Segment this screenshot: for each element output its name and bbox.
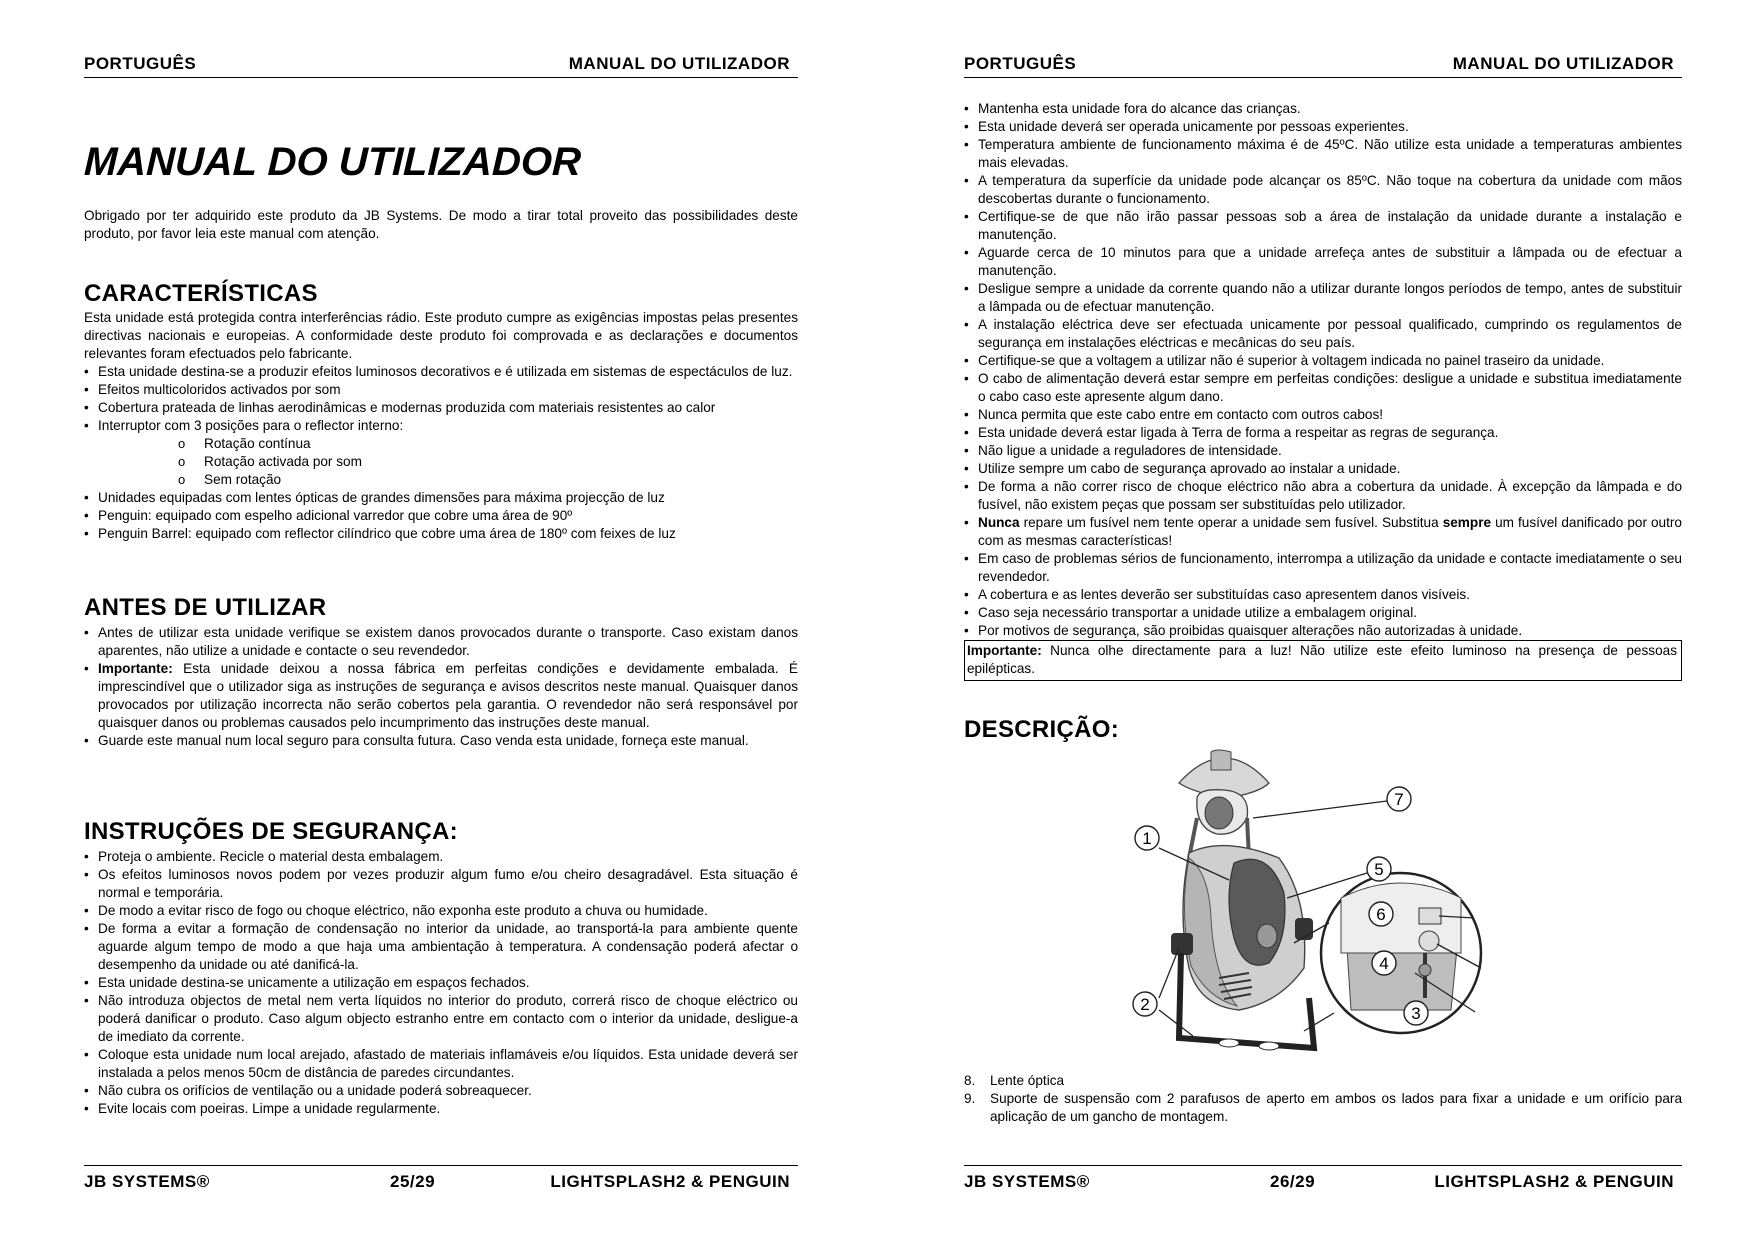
header-language: PORTUGUÊS xyxy=(964,54,1077,73)
list-item: • Não cubra os orifícios de ventilação ou a unidade poderá sobreaquecer. xyxy=(84,1082,798,1100)
list-item xyxy=(84,660,798,732)
list-item: • O cabo de alimentação deverá estar sempre em perfeitas condições: desligue a unidade e substitua imediatamente o cabo caso este apresente algum dano. xyxy=(964,370,1682,406)
list-item: • Os efeitos luminosos novos podem por vezes produzir algum fumo e/ou cheiro desagradável. Esta situação é normal e temporária. xyxy=(84,866,798,902)
list-item: • Em caso de problemas sérios de funcionamento, interrompa a utilização da unidade e contacte imediatamente o seu revendedor. xyxy=(964,550,1682,586)
callout-6 xyxy=(1369,902,1393,926)
rotation-switch xyxy=(1419,908,1441,924)
description-list xyxy=(964,1072,1682,1126)
list-item: • De forma a evitar a formação de condensação no interior da unidade, ao transportá-la para ambiente quente aguarde algum tempo de modo a que haja uma ambientação à temperatura. A condensação poderá afectar o desempenho da unidade ou até danificá-la. xyxy=(84,920,798,974)
footer-model: LIGHTSPLASH2 & PENGUIN xyxy=(1434,1172,1674,1191)
list-item: • Certifique-se de que não irão passar pessoas sob a área de instalação da unidade durante a instalação e manutenção. xyxy=(964,208,1682,244)
list-item: • Não introduza objectos de metal nem verta líquidos no interior do produto, correrá risco de choque eléctrico ou poderá danificar o produto. Caso algum objecto estranho entre em contacto com o interior da unidade, desligue-a de imediato da corrente. xyxy=(84,992,798,1046)
features-section xyxy=(84,309,798,543)
list-item: • Aguarde cerca de 10 minutos para que a unidade arrefeça antes de substituir a lâmpada ou de efectuar a manutenção. xyxy=(964,244,1682,280)
list-item: • Esta unidade deverá ser operada unicamente por pessoas experientes. xyxy=(964,118,1682,136)
list-item: • Antes de utilizar esta unidade verifique se existem danos provocados durante o transporte. Caso existam danos aparentes, não utilize a unidade e contacte o seu revendedor. xyxy=(84,624,798,660)
features-list xyxy=(84,363,798,543)
important-label: Importante: xyxy=(967,643,1042,658)
callout-label: 5 xyxy=(1374,860,1384,879)
list-item: • Por motivos de segurança, são proibidas quaisquer alterações não autorizadas à unidade. xyxy=(964,622,1682,640)
callout-4 xyxy=(1372,951,1396,975)
safety-heading: INSTRUÇÕES DE SEGURANÇA: xyxy=(84,818,458,845)
item-number: 9. xyxy=(964,1091,976,1106)
list-item: • Evite locais com poeiras. Limpe a unidade regularmente. xyxy=(84,1100,798,1118)
list-item: • Guarde este manual num local seguro para consulta futura. Caso venda esta unidade, forneça este manual. xyxy=(84,732,798,750)
page-footer xyxy=(964,1165,1682,1192)
sub-list-item: o Rotação contínua xyxy=(178,435,798,453)
list-item: • Caso seja necessário transportar a unidade utilize a embalagem original. xyxy=(964,604,1682,622)
list-item xyxy=(964,1072,1682,1090)
footer-page-number: 25/29 xyxy=(390,1172,436,1191)
header-language: PORTUGUÊS xyxy=(84,54,197,73)
before-use-section xyxy=(84,624,798,750)
bold-text: sempre xyxy=(1442,515,1492,530)
fuse-holder xyxy=(1419,931,1439,951)
safety-continued-section xyxy=(964,100,1682,681)
callout-3 xyxy=(1404,1001,1428,1025)
callout-label: 7 xyxy=(1394,790,1404,809)
list-item: • Cobertura prateada de linhas aerodinâmicas e modernas produzida com materiais resistentes ao calor xyxy=(84,399,798,417)
sub-list-item: o Sem rotação xyxy=(178,471,798,489)
list-item: • Unidades equipadas com lentes ópticas de grandes dimensões para máxima projecção de luz xyxy=(84,489,798,507)
header-title: MANUAL DO UTILIZADOR xyxy=(568,54,790,73)
item-number: 8. xyxy=(964,1073,976,1088)
callout-label: 6 xyxy=(1376,905,1386,924)
list-item: • Esta unidade destina-se unicamente a utilização em espaços fechados. xyxy=(84,974,798,992)
item-text: Suporte de suspensão com 2 parafusos de aperto em ambos os lados para fixar a unidade e um orifício para aplicação de um gancho de montagem. xyxy=(990,1091,1682,1124)
list-item: • Certifique-se que a voltagem a utilizar não é superior à voltagem indicada no painel traseiro da unidade. xyxy=(964,352,1682,370)
callout-label: 1 xyxy=(1142,829,1152,848)
page-footer xyxy=(84,1165,798,1192)
side-knob xyxy=(1171,933,1193,955)
product-diagram xyxy=(1119,748,1489,1073)
important-text: Esta unidade deixou a nossa fábrica em perfeitas condições e devidamente embalada. É imprescindível que o utilizador siga as instruções de segurança e avisos descritos neste manual. Quaisquer danos provocados por utilização incorrecta não serão cobertos pela garantia. O revendedor não será responsável por quaisquer danos ou problemas causados pelo incumprimento das instruções deste manual. xyxy=(98,661,798,730)
list-item xyxy=(964,514,1682,550)
list-item: • Penguin Barrel: equipado com reflector cilíndrico que cobre uma área de 180º com feixes de luz xyxy=(84,525,798,543)
sub-list-item: o Rotação activada por som xyxy=(178,453,798,471)
list-item-text: Interruptor com 3 posições para o reflector interno: xyxy=(98,418,404,433)
before-use-heading: ANTES DE UTILIZAR xyxy=(84,594,327,621)
features-paragraph: Esta unidade está protegida contra interferências rádio. Este produto cumpre as exigências impostas pelas presentes directivas nacionais e europeias. A conformidade deste produto foi comprovada e as declarações e documentos relevantes foram efectuados pelo fabricante. xyxy=(84,310,798,361)
callout-1 xyxy=(1135,826,1159,850)
callout-label: 2 xyxy=(1140,995,1150,1014)
footer-model: LIGHTSPLASH2 & PENGUIN xyxy=(550,1172,790,1191)
list-item: • Mantenha esta unidade fora do alcance das crianças. xyxy=(964,100,1682,118)
rotation-options-list xyxy=(98,435,798,489)
right-page xyxy=(964,0,1682,1240)
callout-2 xyxy=(1133,992,1157,1016)
intro-paragraph: Obrigado por ter adquirido este produto da JB Systems. De modo a tirar total proveito das possibilidades deste produto, por favor leia este manual com atenção. xyxy=(84,208,798,241)
manual-title: MANUAL DO UTILIZADOR xyxy=(83,140,582,184)
list-item: • De modo a evitar risco de fogo ou choque eléctrico, não exponha este produto a chuva ou humidade. xyxy=(84,902,798,920)
bold-text: Nunca xyxy=(978,515,1020,530)
footer-brand: JB SYSTEMS® xyxy=(964,1172,1090,1191)
item-text: Lente óptica xyxy=(990,1073,1065,1088)
list-item: • Coloque esta unidade num local arejado, afastado de materiais inflamáveis e/ou líquidos. Esta unidade deverá ser instalada a pelos menos 50cm de distância de paredes circundantes. xyxy=(84,1046,798,1082)
safety-list xyxy=(84,848,798,1118)
list-item: • Proteja o ambiente. Recicle o material desta embalagem. xyxy=(84,848,798,866)
list-item: • Não ligue a unidade a reguladores de intensidade. xyxy=(964,442,1682,460)
list-item: • Penguin: equipado com espelho adicional varredor que cobre uma área de 90º xyxy=(84,507,798,525)
list-item xyxy=(964,1090,1682,1126)
list-item: • Desligue sempre a unidade da corrente quando não a utilizar durante longos períodos de tempo, antes de substituir a lâmpada ou de efectuar manutenção. xyxy=(964,280,1682,316)
list-item: • Nunca permita que este cabo entre em contacto com outros cabos! xyxy=(964,406,1682,424)
footer-page-number: 26/29 xyxy=(1270,1172,1316,1191)
power-cable-entry xyxy=(1419,964,1431,976)
callout-5 xyxy=(1367,857,1391,881)
before-use-list xyxy=(84,624,798,750)
list-item: • A cobertura e as lentes deverão ser substituídas caso apresentem danos visíveis. xyxy=(964,586,1682,604)
page-header xyxy=(964,52,1682,78)
features-heading: CARACTERÍSTICAS xyxy=(84,280,318,307)
list-item: • A temperatura da superfície da unidade pode alcançar os 85ºC. Não toque na cobertura da unidade com mãos descobertas durante o funcionamento. xyxy=(964,172,1682,208)
important-warning-box xyxy=(964,640,1682,681)
list-item: • Esta unidade deverá estar ligada à Terra de forma a respeitar as regras de segurança. xyxy=(964,424,1682,442)
page-header xyxy=(84,52,798,78)
left-page xyxy=(84,0,798,1240)
list-item: • A instalação eléctrica deve ser efectuada unicamente por pessoal qualificado, cumprindo os regulamentos de segurança em instalações eléctricas e mecânicas do seu país. xyxy=(964,316,1682,352)
list-item: • Temperatura ambiente de funcionamento máxima é de 45ºC. Não utilize esta unidade a temperaturas ambientes mais elevadas. xyxy=(964,136,1682,172)
footer-brand: JB SYSTEMS® xyxy=(84,1172,210,1191)
callout-label: 3 xyxy=(1411,1004,1421,1023)
item-text: um fusível danificado por outro com as mesmas características! xyxy=(978,515,1682,548)
important-label: Importante: xyxy=(98,661,173,676)
description-list-section xyxy=(964,1072,1682,1126)
callout-7 xyxy=(1387,787,1411,811)
safety-section xyxy=(84,848,798,1118)
list-item: • Efeitos multicoloridos activados por som xyxy=(84,381,798,399)
item-text: repare um fusível nem tente operar a unidade sem fusível. Substitua xyxy=(1019,515,1443,530)
list-item: • De forma a não correr risco de choque eléctrico não abra a cobertura da unidade. À excepção da lâmpada e do fusível, não existem peças que possam ser substituídas pelo utilizador. xyxy=(964,478,1682,514)
list-item: • Utilize sempre um cabo de segurança aprovado ao instalar a unidade. xyxy=(964,460,1682,478)
list-item xyxy=(84,417,798,489)
callout-label: 4 xyxy=(1379,954,1389,973)
description-heading: DESCRIÇÃO: xyxy=(964,716,1120,743)
safety-list-continued xyxy=(964,100,1682,640)
header-title: MANUAL DO UTILIZADOR xyxy=(1452,54,1674,73)
important-text: Nunca olhe directamente para a luz! Não utilize este efeito luminoso na presença de pessoas epilépticas. xyxy=(967,643,1677,676)
list-item: • Esta unidade destina-se a produzir efeitos luminosos decorativos e é utilizada em sistemas de espectáculos de luz. xyxy=(84,363,798,381)
